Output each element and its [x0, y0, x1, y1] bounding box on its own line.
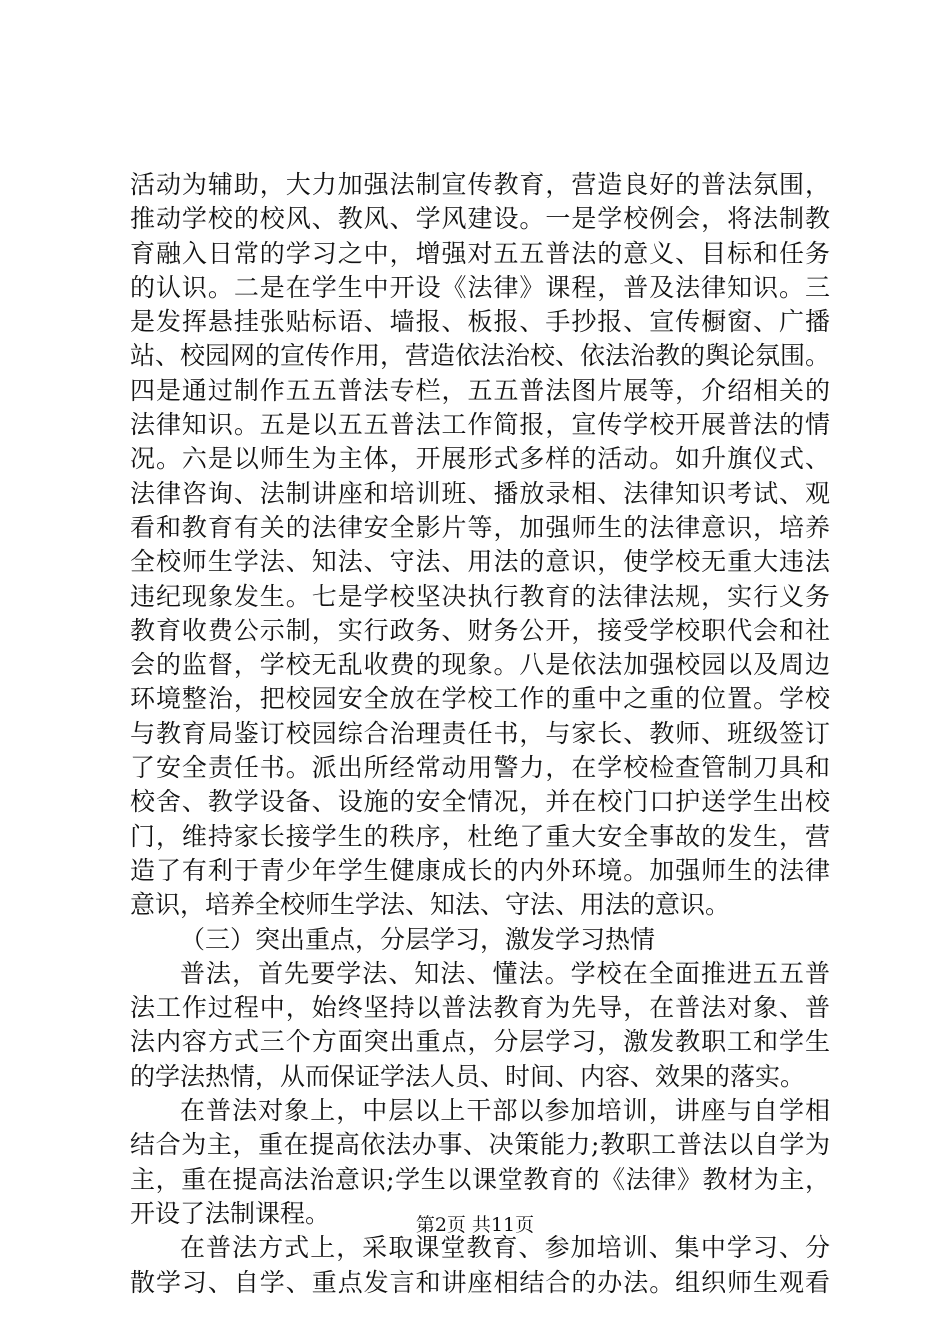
text-line: 在普法对象上，中层以上干部以参加培训，讲座与自学相	[180, 1096, 830, 1126]
text-line: 与教育局鉴订校园综合治理责任书，与家长、教师、班级签订	[130, 718, 830, 748]
text-line: 校舍、教学设备、设施的安全情况，并在校门口护送学生出校	[130, 787, 830, 817]
text-line: 法工作过程中，始终坚持以普法教育为先导，在普法对象、普	[130, 993, 830, 1023]
text-line: （三）突出重点，分层学习，激发学习热情	[180, 924, 656, 954]
text-line: 散学习、自学、重点发言和讲座相结合的办法。组织师生观看	[130, 1267, 830, 1297]
text-line: 普法，首先要学法、知法、懂法。学校在全面推进五五普	[180, 958, 830, 988]
text-line: 主，重在提高法治意识;学生以课堂教育的《法律》教材为主，	[130, 1164, 830, 1194]
text-line: 看和教育有关的法律安全影片等，加强师生的法律意识，培养	[130, 512, 830, 542]
text-line: 结合为主，重在提高依法办事、决策能力;教职工普法以自学为	[130, 1130, 830, 1160]
text-line: 四是通过制作五五普法专栏，五五普法图片展等，介绍相关的	[130, 375, 830, 405]
text-line: 门，维持家长接学生的秩序，杜绝了重大安全事故的发生，营	[130, 821, 830, 851]
text-line: 育融入日常的学习之中，增强对五五普法的意义、目标和任务	[130, 238, 830, 268]
text-line: 了安全责任书。派出所经常动用警力，在学校检查管制刀具和	[130, 753, 830, 783]
text-line: 造了有利于青少年学生健康成长的内外环境。加强师生的法律	[130, 855, 830, 885]
text-line: 意识，培养全校师生学法、知法、守法、用法的意识。	[130, 890, 731, 920]
text-line: 在普法方式上，采取课堂教育、参加培训、集中学习、分	[180, 1233, 830, 1263]
text-line: 况。六是以师生为主体，开展形式多样的活动。如升旗仪式、	[130, 444, 830, 474]
text-line: 推动学校的校风、教风、学风建设。一是学校例会，将法制教	[130, 204, 830, 234]
text-line: 开设了法制课程。	[130, 1198, 331, 1228]
text-line: 的认识。二是在学生中开设《法律》课程，普及法律知识。三	[130, 272, 830, 302]
text-line: 全校师生学法、知法、守法、用法的意识，使学校无重大违法	[130, 547, 830, 577]
document-body	[130, 168, 830, 1300]
text-line: 活动为辅助，大力加强法制宣传教育，营造良好的普法氛围，	[130, 170, 830, 199]
text-line: 的学法热情，从而保证学法人员、时间、内容、效果的落实。	[130, 1061, 806, 1091]
text-line: 法内容方式三个方面突出重点，分层学习，激发教职工和学生	[130, 1027, 830, 1057]
text-line: 环境整治，把校园安全放在学校工作的重中之重的位置。学校	[130, 684, 830, 714]
text-line: 违纪现象发生。七是学校坚决执行教育的法律法规，实行义务	[130, 581, 830, 611]
text-line: 站、校园网的宣传作用，营造依法治校、依法治教的舆论氛围。	[130, 341, 831, 371]
text-line: 法律知识。五是以五五普法工作简报，宣传学校开展普法的情	[130, 410, 830, 440]
text-line: 是发挥悬挂张贴标语、墙报、板报、手抄报、宣传橱窗、广播	[130, 307, 830, 337]
text-line: 法律咨询、法制讲座和培训班、播放录相、法律知识考试、观	[130, 478, 830, 508]
text-line: 教育收费公示制，实行政务、财务公开，接受学校职代会和社	[130, 615, 830, 645]
text-line: 会的监督，学校无乱收费的现象。八是依法加强校园以及周边	[130, 650, 830, 680]
page-footer: 第2页 共11页	[415, 1214, 535, 1236]
